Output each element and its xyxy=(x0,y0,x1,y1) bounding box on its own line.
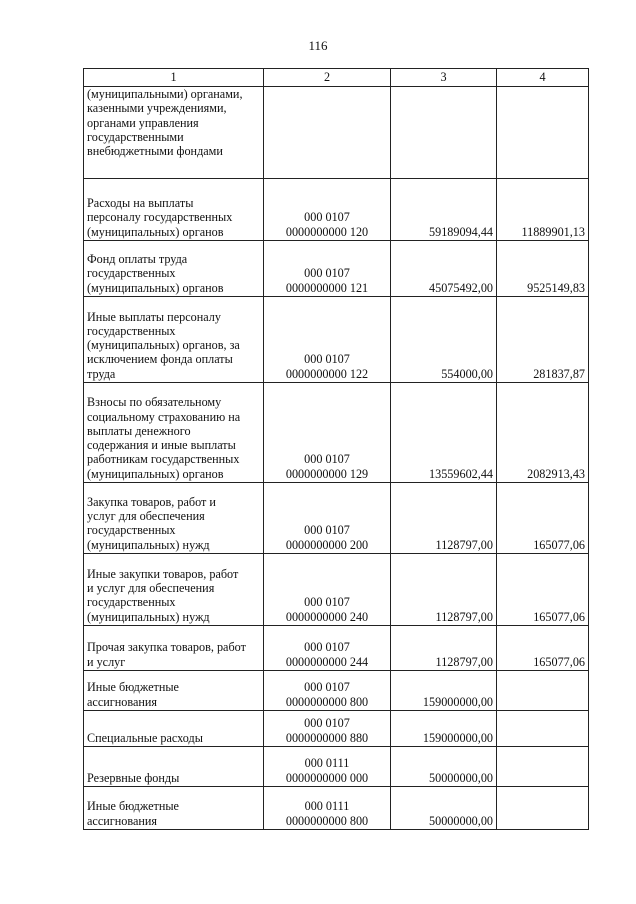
row-code-line: 0000000000 129 xyxy=(285,466,369,481)
row-code-line: 000 0107 xyxy=(304,640,350,655)
row-value-col3: 554000,00 xyxy=(391,297,497,383)
row-code-line: 0000000000 200 xyxy=(285,537,369,552)
row-code-line: 000 0111 xyxy=(304,756,350,771)
row-code-cell xyxy=(264,383,391,483)
table-row xyxy=(84,787,589,830)
row-name-cell xyxy=(84,297,264,383)
row-name-line: (муниципальными) органами, xyxy=(87,87,243,101)
row-code-line: 0000000000 880 xyxy=(285,730,369,745)
table-row xyxy=(84,179,589,241)
row-value-col4 xyxy=(497,87,589,179)
row-value-col4 xyxy=(497,711,589,747)
row-name-cell xyxy=(84,711,264,747)
row-name-line: Иные бюджетные xyxy=(87,799,179,814)
row-name-line: государственных xyxy=(87,523,176,538)
table-row xyxy=(84,747,589,787)
column-header-2: 2 xyxy=(264,69,391,87)
table-row xyxy=(84,554,589,626)
row-value-col3 xyxy=(391,87,497,179)
row-name-line: Закупка товаров, работ и xyxy=(87,494,216,509)
row-name-line: Специальные расходы xyxy=(87,730,203,745)
row-value-col3: 59189094,44 xyxy=(391,179,497,241)
row-value-col4: 165077,06 xyxy=(497,483,589,554)
row-name-line: государственных xyxy=(87,595,176,610)
row-code-line: 000 0107 xyxy=(304,352,350,367)
column-header-3: 3 xyxy=(391,69,497,87)
row-name-cell xyxy=(84,179,264,241)
row-code-cell xyxy=(264,483,391,554)
row-code-line: 000 0107 xyxy=(304,595,350,610)
row-name-line: Иные выплаты персоналу xyxy=(87,309,221,324)
row-code-line: 000 0111 xyxy=(304,799,350,814)
row-code-cell xyxy=(264,671,391,711)
row-code-line: 0000000000 800 xyxy=(285,813,369,828)
column-header-4: 4 xyxy=(497,69,589,87)
row-value-col3: 45075492,00 xyxy=(391,241,497,297)
row-code-line: 0000000000 244 xyxy=(285,654,369,669)
row-code-line: 0000000000 120 xyxy=(285,224,369,239)
row-value-col4: 11889901,13 xyxy=(497,179,589,241)
row-value-col4 xyxy=(497,747,589,787)
row-code-line: 0000000000 240 xyxy=(285,609,369,624)
row-code-cell xyxy=(264,626,391,671)
row-name-line: (муниципальных) органов xyxy=(87,280,224,295)
row-value-col4: 2082913,43 xyxy=(497,383,589,483)
row-name-line: и услуг для обеспечения xyxy=(87,581,215,596)
row-name-line: ассигнования xyxy=(87,694,158,709)
row-name-line: Резервные фонды xyxy=(87,770,180,785)
row-code-cell xyxy=(264,297,391,383)
row-code-line: 0000000000 121 xyxy=(285,280,369,295)
row-name-line: работникам государственных xyxy=(87,452,240,467)
row-name-line: содержания и иные выплаты xyxy=(87,438,236,453)
row-value-col4 xyxy=(497,671,589,711)
row-name-line: государственных xyxy=(87,323,176,338)
row-name-cell xyxy=(84,241,264,297)
row-name-line: (муниципальных) органов xyxy=(87,224,224,239)
table-row xyxy=(84,626,589,671)
row-name-line: персоналу государственных xyxy=(87,210,233,225)
row-name-line: Иные бюджетные xyxy=(87,680,179,695)
row-name-line: Расходы на выплаты xyxy=(87,196,194,211)
row-name-cell xyxy=(84,787,264,830)
table-row xyxy=(84,297,589,383)
row-code-cell xyxy=(264,787,391,830)
row-value-col3: 159000000,00 xyxy=(391,671,497,711)
table-body xyxy=(84,87,589,830)
row-name-line: внебюджетными фондами xyxy=(87,144,223,159)
row-name-line: государственными xyxy=(87,129,184,144)
budget-table xyxy=(83,68,589,830)
row-code-line: 000 0107 xyxy=(304,680,350,695)
row-name-line: Фонд оплаты труда xyxy=(87,252,188,267)
row-name-cell xyxy=(84,626,264,671)
row-value-col4: 165077,06 xyxy=(497,626,589,671)
row-value-col3: 1128797,00 xyxy=(391,483,497,554)
row-name-cell xyxy=(84,671,264,711)
row-name-line: государственных xyxy=(87,266,176,281)
row-value-col3: 1128797,00 xyxy=(391,626,497,671)
row-name-cell xyxy=(84,383,264,483)
row-name-line: Иные закупки товаров, работ xyxy=(87,566,239,581)
row-name-line: и услуг xyxy=(87,654,126,669)
row-code-cell xyxy=(264,179,391,241)
row-code-line: 000 0107 xyxy=(304,266,350,281)
row-value-col4: 281837,87 xyxy=(497,297,589,383)
row-value-col4: 165077,06 xyxy=(497,554,589,626)
row-name-cell xyxy=(84,483,264,554)
row-name-line: исключением фонда оплаты xyxy=(87,352,233,367)
row-name-line: труда xyxy=(87,366,116,381)
row-code-line: 0000000000 122 xyxy=(285,366,369,381)
column-header-1: 1 xyxy=(84,69,264,87)
row-code-line: 000 0107 xyxy=(304,452,350,467)
row-name-line: услуг для обеспечения xyxy=(87,509,205,524)
table-header-row xyxy=(84,69,589,87)
row-name-cell xyxy=(84,554,264,626)
row-code-line: 000 0107 xyxy=(304,210,350,225)
table-row xyxy=(84,383,589,483)
row-code-line: 0000000000 800 xyxy=(285,694,369,709)
row-name-line: казенными учреждениями, xyxy=(87,101,227,116)
row-name-line: (муниципальных) нужд xyxy=(87,537,210,552)
row-value-col3: 159000000,00 xyxy=(391,711,497,747)
row-name-line: (муниципальных) органов xyxy=(87,466,224,481)
table-row xyxy=(84,241,589,297)
row-name-line: ассигнования xyxy=(87,813,158,828)
row-name-line: Взносы по обязательному xyxy=(87,395,222,410)
row-value-col3: 50000000,00 xyxy=(391,747,497,787)
row-name-cell xyxy=(84,747,264,787)
row-name-cell xyxy=(84,87,264,179)
table-row xyxy=(84,483,589,554)
row-name-line: социальному страхованию на xyxy=(87,409,241,424)
row-value-col4 xyxy=(497,787,589,830)
row-code-cell xyxy=(264,747,391,787)
row-name-line: (муниципальных) нужд xyxy=(87,609,210,624)
row-code-cell xyxy=(264,87,391,179)
row-name-line: выплаты денежного xyxy=(87,423,191,438)
row-code-cell xyxy=(264,711,391,747)
row-value-col3: 13559602,44 xyxy=(391,383,497,483)
row-code-line: 000 0107 xyxy=(304,716,350,731)
row-value-col4: 9525149,83 xyxy=(497,241,589,297)
table-row xyxy=(84,87,589,179)
table-row xyxy=(84,671,589,711)
row-name-line: органами управления xyxy=(87,115,199,130)
row-code-line: 0000000000 000 xyxy=(285,770,369,785)
table-row xyxy=(84,711,589,747)
row-name-line: Прочая закупка товаров, работ xyxy=(87,640,246,655)
page-number: 116 xyxy=(308,38,328,53)
row-code-cell xyxy=(264,554,391,626)
row-value-col3: 50000000,00 xyxy=(391,787,497,830)
row-code-cell xyxy=(264,241,391,297)
row-code-line: 000 0107 xyxy=(304,523,350,538)
row-value-col3: 1128797,00 xyxy=(391,554,497,626)
row-name-line: (муниципальных) органов, за xyxy=(87,338,240,353)
